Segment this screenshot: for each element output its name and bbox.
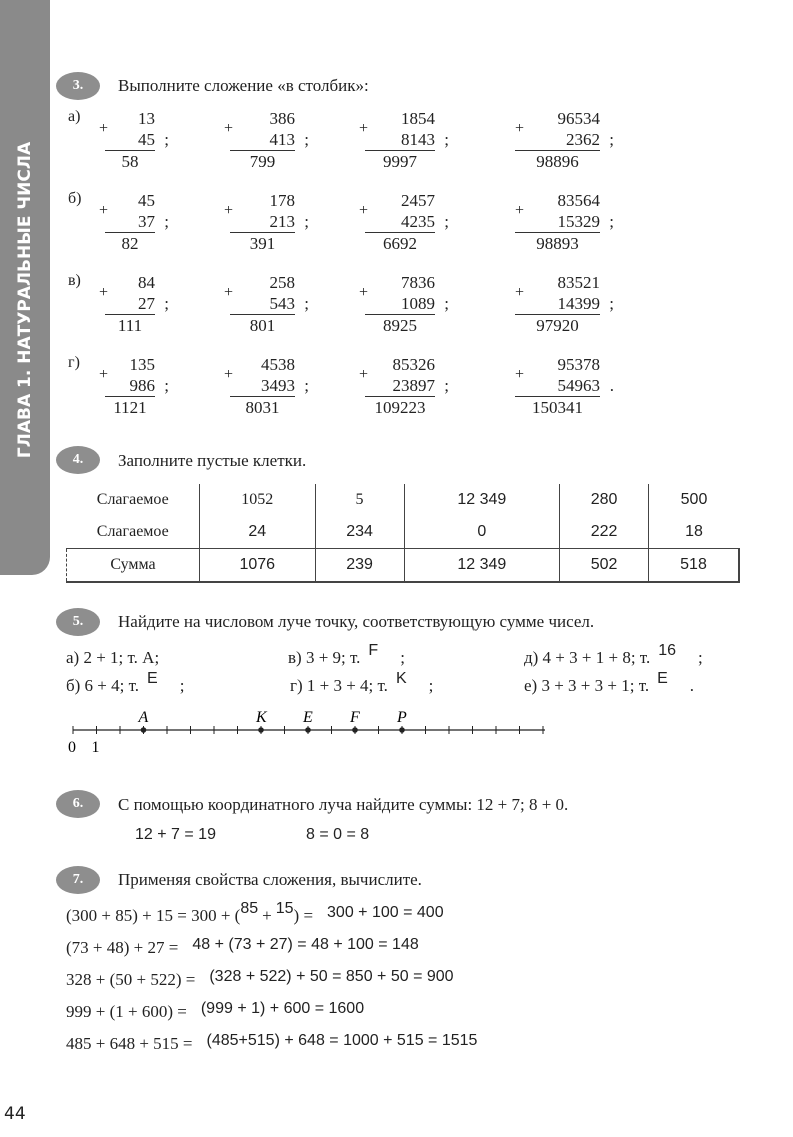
table-cell: 0 — [404, 516, 560, 549]
punctuation: ; — [164, 130, 169, 149]
handwritten-answer: 85 — [240, 900, 259, 917]
ray-point-label: F — [350, 709, 360, 726]
punctuation: . — [689, 676, 695, 695]
punctuation: ; — [164, 212, 169, 231]
exercise-badge: 6. — [56, 790, 100, 818]
expression-text: 999 + (1 + 600) = — [66, 1002, 187, 1021]
addend-value: 3493 — [261, 376, 295, 395]
plus-sign: + — [262, 906, 272, 925]
expression-text: (73 + 48) + 27 = — [66, 938, 179, 957]
addend-value: 45 — [138, 130, 155, 149]
punctuation: ; — [304, 130, 309, 149]
punctuation: ; — [428, 676, 434, 695]
plus-sign: + — [224, 120, 234, 137]
plus-sign: + — [224, 366, 234, 383]
addend-value: 1089 — [401, 294, 435, 313]
expression-text: 485 + 648 + 515 = — [66, 1034, 193, 1053]
plus-sign: + — [515, 284, 525, 301]
sum-result: 98893 — [536, 234, 579, 253]
addend: 386 — [269, 109, 295, 128]
row-label: г) — [68, 354, 80, 371]
answer: 8 = 0 = 8 — [306, 826, 370, 843]
punctuation: ; — [444, 294, 449, 313]
table-cell: Слагаемое — [96, 523, 169, 540]
ray-point — [258, 727, 264, 733]
addend: 178 — [269, 191, 295, 210]
table-cell: 12 349 — [404, 549, 560, 583]
addend — [230, 211, 309, 233]
addend — [515, 129, 614, 151]
addend: 258 — [269, 273, 295, 292]
addend: 45 — [138, 191, 155, 210]
plus-sign: + — [224, 284, 234, 301]
table-cell: 239 — [315, 549, 404, 583]
addition-column — [515, 108, 614, 172]
addend — [365, 293, 449, 315]
punctuation: ; — [698, 648, 703, 667]
table-cell: 24 — [200, 516, 316, 549]
answer: 12 + 7 = 19 — [135, 826, 216, 843]
addend: 1854 — [401, 109, 435, 128]
punctuation: ; — [444, 376, 449, 395]
exercise-5-title: Найдите на числовом луче точку, соответствующую сумме чисел. — [118, 612, 595, 631]
expression — [66, 1002, 187, 1022]
addend: 85326 — [392, 355, 435, 374]
table-cell: Слагаемое — [96, 491, 169, 508]
table-row — [67, 549, 740, 583]
addition-column — [105, 190, 169, 254]
addend-value: 23897 — [392, 376, 435, 395]
table-cell: 1052 — [200, 484, 316, 516]
sum-result: 109223 — [374, 398, 426, 417]
handwritten-answer: E — [147, 670, 158, 687]
addend-value: 15329 — [557, 212, 600, 231]
expression-text: (300 + 85) + 15 = 300 + ( — [66, 906, 241, 925]
exercise-7-title: Применяя свойства сложения, вычислите. — [118, 870, 422, 889]
addend: 84 — [138, 273, 155, 292]
sum-table — [66, 484, 740, 583]
addition-column — [230, 354, 309, 418]
plus-sign: + — [359, 366, 369, 383]
plus-sign: + — [359, 284, 369, 301]
addend — [365, 129, 449, 151]
addend: 7836 — [401, 273, 435, 292]
task-text: б) 6 + 4; т. — [66, 676, 140, 695]
handwritten-answer: (328 + 522) + 50 = 850 + 50 = 900 — [209, 968, 454, 985]
row-label: в) — [68, 272, 81, 289]
addend — [365, 375, 449, 397]
ray-zero-label: 0 — [68, 739, 76, 756]
handwritten-answer: (999 + 1) + 600 = 1600 — [200, 1000, 365, 1017]
exercise-badge: 5. — [56, 608, 100, 636]
handwritten-answer: F — [368, 642, 379, 659]
ray-task — [66, 670, 185, 696]
sum-result: 150341 — [532, 398, 583, 417]
ray-task — [524, 670, 695, 696]
plus-sign: + — [515, 120, 525, 137]
ray-task — [66, 648, 159, 668]
expression-line — [66, 900, 444, 926]
expression — [66, 970, 195, 990]
addend: 83564 — [557, 191, 600, 210]
sum-result: 6692 — [383, 234, 417, 253]
plus-sign: + — [99, 120, 109, 137]
addend — [230, 293, 309, 315]
addend-value: 27 — [138, 294, 155, 313]
ray-point — [141, 727, 147, 733]
sum-result: 8925 — [383, 316, 417, 335]
punctuation: ; — [164, 294, 169, 313]
sum-result: 799 — [249, 152, 276, 171]
exercise-4-title: Заполните пустые клетки. — [118, 451, 307, 470]
sum-result: 97920 — [536, 316, 579, 335]
sum-result: 8031 — [245, 398, 280, 417]
addend — [365, 211, 449, 233]
expression — [66, 938, 178, 958]
addition-column — [230, 190, 309, 254]
addend — [515, 375, 614, 397]
chapter-sidebar — [0, 0, 50, 575]
addend-value: 54963 — [557, 376, 600, 395]
handwritten-answer: E — [657, 670, 668, 687]
plus-sign: + — [99, 366, 109, 383]
punctuation: ; — [304, 212, 309, 231]
addend — [105, 211, 169, 233]
punctuation: ; — [179, 676, 185, 695]
ray-point — [352, 727, 358, 733]
addend — [230, 375, 309, 397]
addend: 2457 — [401, 191, 435, 210]
punctuation: ; — [304, 294, 309, 313]
plus-sign: + — [99, 284, 109, 301]
plus-sign: + — [359, 202, 369, 219]
addend: 4538 — [261, 355, 295, 374]
addend-value: 543 — [269, 294, 295, 313]
task-text: в) 3 + 9; т. — [288, 648, 361, 667]
task-text: г) 1 + 3 + 4; т. — [290, 676, 388, 695]
ray-point-label: P — [397, 709, 407, 726]
ray-one-label: 1 — [91, 739, 100, 756]
ray-point — [399, 727, 405, 733]
task-text: д) 4 + 3 + 1 + 8; т. — [524, 648, 651, 667]
plus-sign: + — [359, 120, 369, 137]
addition-column — [365, 272, 449, 336]
addend-value: 413 — [269, 130, 295, 149]
addition-column — [365, 354, 449, 418]
row-label: а) — [68, 108, 81, 125]
ray-task — [288, 642, 405, 668]
expression-line — [66, 970, 454, 990]
table-cell: 5 — [315, 484, 404, 516]
punctuation: . — [609, 376, 614, 395]
punctuation: ; — [304, 376, 309, 395]
addend-value: 14399 — [557, 294, 600, 313]
expression — [66, 1034, 193, 1054]
exercise-3-title: Выполните сложение «в столбик»: — [118, 76, 369, 95]
table-cell: 234 — [315, 516, 404, 549]
addend — [230, 129, 309, 151]
addend-value: 37 — [138, 212, 155, 231]
punctuation: ; — [609, 212, 614, 231]
chapter-title: ГЛАВА 1. НАТУРАЛЬНЫЕ ЧИСЛА — [15, 141, 35, 459]
ray-task — [290, 670, 434, 696]
handwritten-answer: (485+515) + 648 = 1000 + 515 = 1515 — [206, 1032, 478, 1049]
ray-point-label: E — [303, 709, 313, 726]
addition-column — [365, 108, 449, 172]
sum-result: 98896 — [536, 152, 579, 171]
handwritten-answer: 48 + (73 + 27) = 48 + 100 = 148 — [192, 936, 419, 953]
addition-column — [230, 272, 309, 336]
expression-line — [66, 1002, 364, 1022]
addend — [105, 129, 169, 151]
addend — [105, 293, 169, 315]
page-number: 44 — [4, 1104, 26, 1124]
sum-result: 82 — [121, 234, 139, 253]
plus-sign: + — [515, 202, 525, 219]
addition-column — [515, 354, 614, 418]
exercise-badge: 4. — [56, 446, 100, 474]
table-cell: 518 — [649, 549, 739, 583]
expression-line — [66, 938, 419, 958]
table-cell: 222 — [560, 516, 649, 549]
task-text: е) 3 + 3 + 3 + 1; т. — [524, 676, 650, 695]
addend: 83521 — [557, 273, 600, 292]
addition-column — [105, 108, 169, 172]
ray-point-label: A — [138, 709, 149, 726]
addition-column — [105, 272, 169, 336]
punctuation: ; — [609, 294, 614, 313]
addition-column — [365, 190, 449, 254]
punctuation: ; — [400, 648, 405, 667]
addend — [515, 211, 614, 233]
table-row — [67, 516, 740, 549]
sum-result: 9997 — [383, 152, 417, 171]
expression — [66, 900, 314, 926]
table-cell: 502 — [560, 549, 649, 583]
addition-column — [515, 190, 614, 254]
addend — [105, 375, 169, 397]
punctuation: ; — [164, 376, 169, 395]
addend-value: 4235 — [401, 212, 435, 231]
table-cell: 1076 — [200, 549, 316, 583]
handwritten-answer: K — [395, 670, 407, 687]
sum-result: 58 — [121, 152, 139, 171]
table-cell: Сумма — [67, 549, 200, 583]
number-ray — [60, 700, 560, 760]
addition-column — [105, 354, 169, 418]
sum-result: 391 — [249, 234, 276, 253]
table-cell: 18 — [649, 516, 739, 549]
row-label: б) — [68, 190, 82, 207]
table-cell: 500 — [649, 484, 739, 516]
addend: 135 — [129, 355, 155, 374]
addend-value: 8143 — [401, 130, 435, 149]
punctuation: ; — [609, 130, 614, 149]
exercise-badge: 7. — [56, 866, 100, 894]
addend: 95378 — [557, 355, 600, 374]
addition-column — [230, 108, 309, 172]
ray-task — [524, 642, 703, 668]
plus-sign: + — [99, 202, 109, 219]
expression-text: 328 + (50 + 522) = — [66, 970, 196, 989]
handwritten-answer: 16 — [658, 642, 676, 659]
table-cell: 280 — [560, 484, 649, 516]
handwritten-answer: 15 — [275, 900, 294, 917]
exercise-6-title: С помощью координатного луча найдите суммы: 12 + 7; 8 + 0. — [118, 795, 569, 814]
addend — [515, 293, 614, 315]
addend-value: 213 — [269, 212, 295, 231]
table-cell: 12 349 — [404, 484, 560, 516]
plus-sign: + — [224, 202, 234, 219]
ray-point — [305, 727, 311, 733]
addend: 96534 — [557, 109, 600, 128]
handwritten-answer: 300 + 100 = 400 — [327, 904, 444, 921]
task-text: а) 2 + 1; т. А; — [66, 648, 160, 667]
punctuation: ; — [444, 212, 449, 231]
addend: 13 — [138, 109, 155, 128]
exercise-badge: 3. — [56, 72, 100, 100]
sum-result: 1121 — [113, 398, 147, 417]
addend-value: 2362 — [566, 130, 600, 149]
punctuation: ; — [444, 130, 449, 149]
addend-value: 986 — [129, 376, 155, 395]
sum-result: 801 — [249, 316, 276, 335]
plus-sign: + — [515, 366, 525, 383]
ray-point-label: K — [256, 709, 267, 726]
expression-line — [66, 1034, 477, 1054]
table-row — [67, 484, 740, 516]
expression-text: ) = — [293, 906, 314, 925]
addition-column — [515, 272, 614, 336]
sum-result: 111 — [117, 316, 143, 335]
